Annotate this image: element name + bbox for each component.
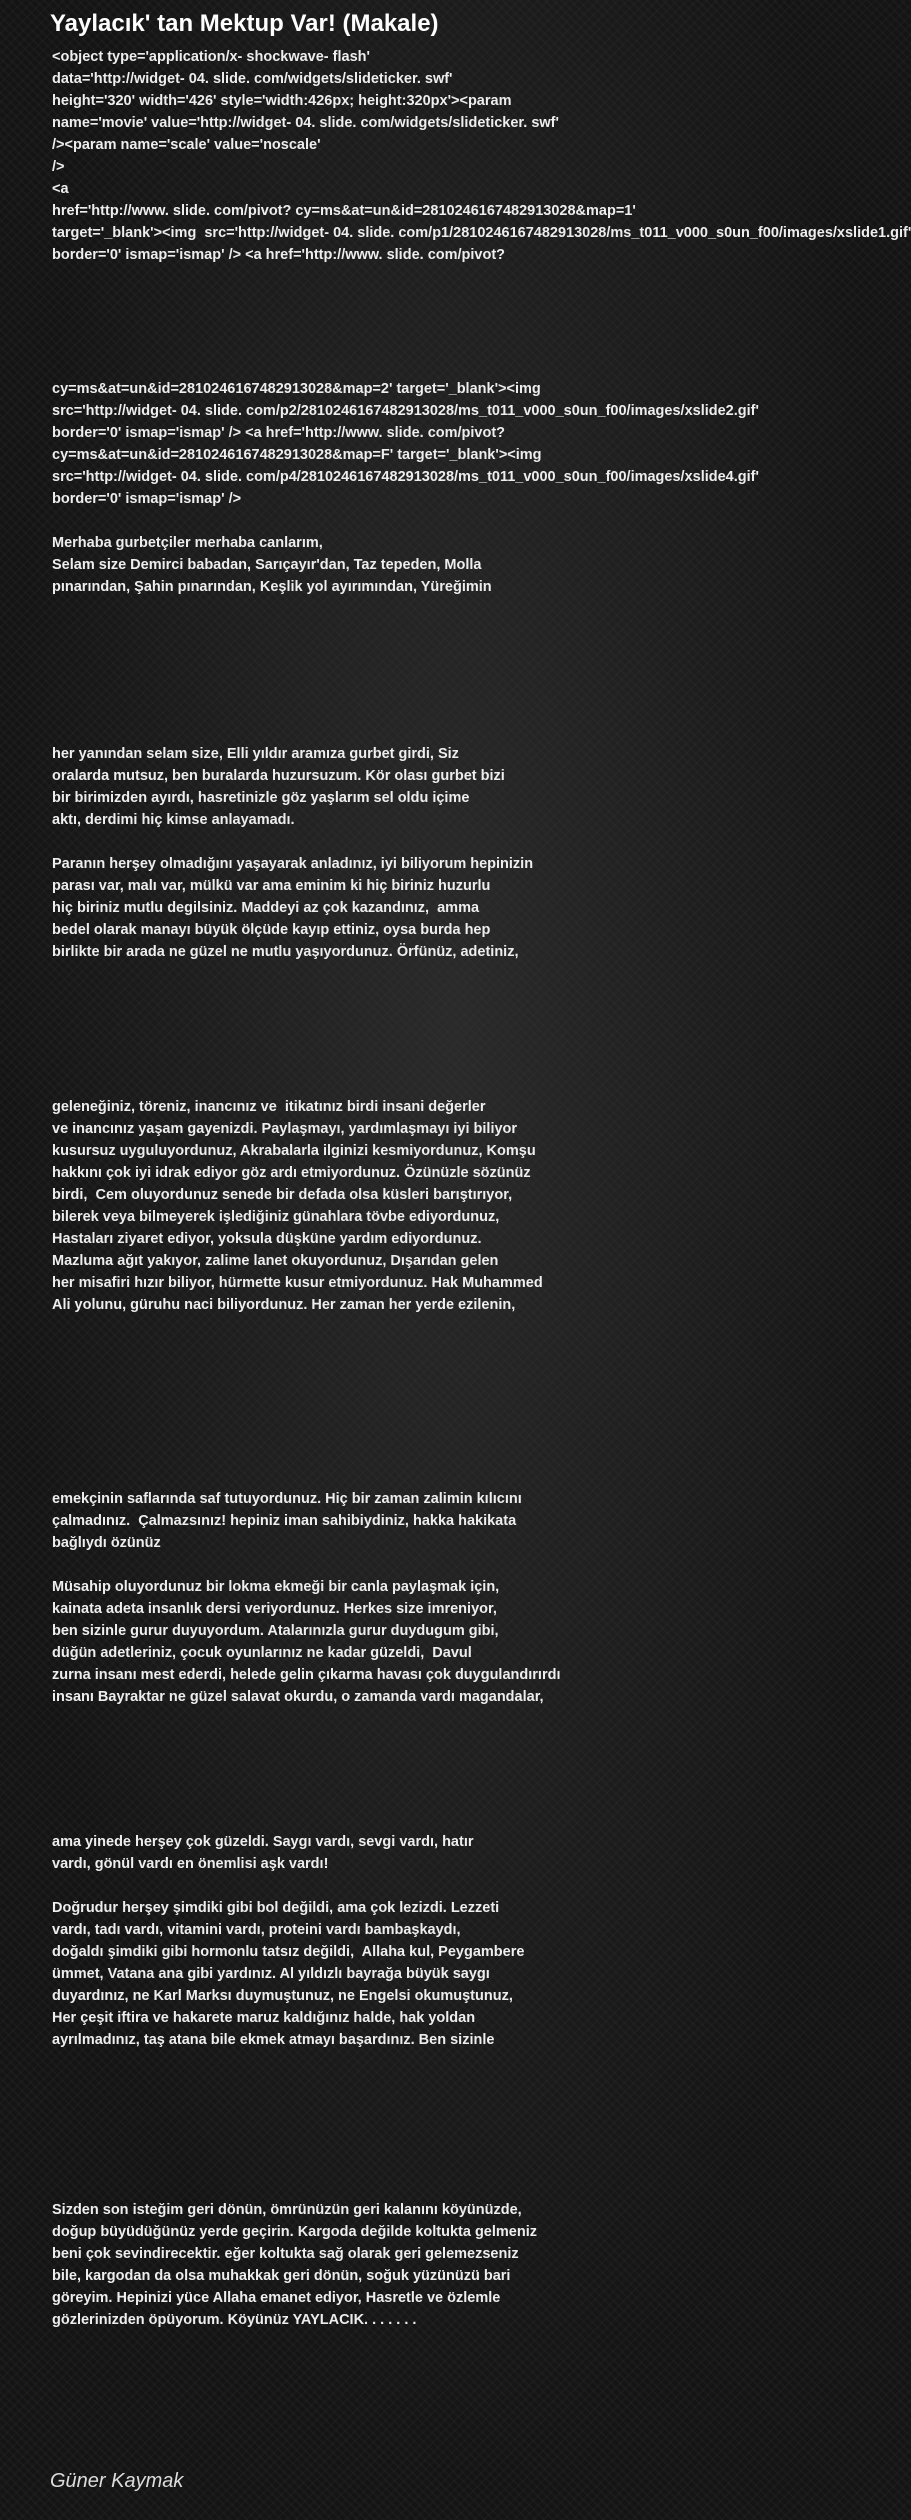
text-line: bir birimizden ayırdı, hasretinizle göz yaşlarım sel oldu içime	[52, 790, 470, 806]
text-line: beni çok sevindirecektir. eğer koltukta sağ olarak geri gelemezseniz	[52, 2246, 519, 2262]
text-line: göreyim. Hepinizi yüce Allaha emanet ediyor, Hasretle ve özlemle	[52, 2290, 501, 2306]
text-line: bedel olarak manayı büyük ölçüde kayıp ettiniz, oysa burda hep	[52, 922, 491, 938]
text-line	[52, 1875, 672, 1897]
text-line	[52, 831, 672, 853]
text-block	[52, 2199, 672, 2331]
text-line: her misafiri hızır biliyor, hürmette kusur etmiyordunuz. Hak Muhammed	[52, 1275, 543, 1291]
text-line: çalmadınız. Çalmazsınız! hepiniz iman sahibiydiniz, hakka hakikata	[52, 1513, 517, 1529]
text-line: border='0' ismap='ismap' />	[52, 491, 242, 507]
text-line: ayrılmadınız, taş atana bile ekmek atmayı başardınız. Ben sizinle	[52, 2032, 495, 2048]
text-line: Hastaları ziyaret ediyor, yoksula düşküne yardım ediyordunuz.	[52, 1231, 482, 1247]
text-line: Selam size Demirci babadan, Sarıçayır'dan, Taz tepeden, Molla	[52, 557, 482, 573]
text-line: ama yinede herşey çok güzeldi. Saygı vardı, sevgi vardı, hatır	[52, 1834, 474, 1850]
text-block	[52, 1096, 672, 1316]
text-line: birdi, Cem oluyordunuz senede bir defada olsa küsleri barıştırıyor,	[52, 1187, 513, 1203]
text-line: bile, kargodan da olsa muhakkak geri dönün, soğuk yüzünüzü bari	[52, 2268, 511, 2284]
text-line: hiç biriniz mutlu degilsiniz. Maddeyi az çok kazandınız, amma	[52, 900, 480, 916]
text-line: cy=ms&at=un&id=2810246167482913028&map=F' target='_blank'><img	[52, 447, 542, 463]
text-line: gözlerinizden öpüyorum. Köyünüz YAYLACIK. . . . . . .	[52, 2312, 417, 2328]
text-line: Sizden son isteğim geri dönün, ömrünüzün geri kalanını köyünüzde,	[52, 2202, 522, 2218]
text-line: birlikte bir arada ne güzel ne mutlu yaşıyordunuz. Örfünüz, adetiniz,	[52, 944, 519, 960]
text-line: vardı, gönül vardı en önemlisi aşk vardı!	[52, 1856, 329, 1872]
text-line: Ali yolunu, güruhu naci biliyordunuz. Her zaman her yerde ezilenin,	[52, 1297, 516, 1313]
text-line: doğaldı şimdiki gibi hormonlu tatsız değildi, Allaha kul, Peygambere	[52, 1944, 525, 1960]
text-line: pınarından, Şahin pınarından, Keşlik yol ayırımından, Yüreğimin	[52, 579, 492, 595]
page-title: Yaylacık' tan Mektup Var! (Makale)	[50, 10, 439, 37]
text-line: zurna insanı mest ederdi, helede gelin çıkarma havası çok duygulandırırdı	[52, 1667, 561, 1683]
text-line: border='0' ismap='ismap' /> <a href='http://www. slide. com/pivot?	[52, 425, 506, 441]
text-block	[52, 1831, 672, 2051]
text-block	[52, 1488, 672, 1708]
text-line: ve inancınız yaşam gayenizdi. Paylaşmayı, yardımlaşmayı iyi biliyor	[52, 1121, 518, 1137]
text-line: emekçinin saflarında saf tutuyordunuz. Hiç bir zaman zalimin kılıcını	[52, 1491, 522, 1507]
text-line: kainata adeta insanlık dersi veriyordunuz. Herkes size imreniyor,	[52, 1601, 497, 1617]
text-line: src='http://widget- 04. slide. com/p2/2810246167482913028/ms_t011_v000_s0un_f00/images/xslide2.gif'	[52, 403, 759, 419]
author-signature: Güner Kaymak	[50, 2470, 184, 2492]
text-line: duyardınız, ne Karl Marksı duymuştunuz, ne Engelsi okumuştunuz,	[52, 1988, 513, 2004]
text-line: oralarda mutsuz, ben buralarda huzursuzum. Kör olası gurbet bizi	[52, 768, 505, 784]
text-line: her yanından selam size, Elli yıldır aramıza gurbet girdi, Siz	[52, 746, 459, 762]
text-line: ümmet, Vatana ana gibi yardınız. Al yıldızlı bayrağa büyük saygı	[52, 1966, 490, 1982]
text-line: düğün adetleriniz, çocuk oyunlarınız ne kadar güzeldi, Davul	[52, 1645, 472, 1661]
text-line: ben sizinle gurur duyuyordum. Atalarınızla gurur duydugum gibi,	[52, 1623, 499, 1639]
text-line: geleneğiniz, töreniz, inancınız ve itikatınız birdi insani değerler	[52, 1099, 486, 1115]
text-line: src='http://widget- 04. slide. com/p4/2810246167482913028/ms_t011_v000_s0un_f00/images/xslide4.gif'	[52, 469, 759, 485]
text-line: target='_blank'><img src='http://widget- 04. slide. com/p1/2810246167482913028/ms_t011_v000_s0un_f00/images/xslide1.gif'	[52, 225, 911, 241]
text-line: name='movie' value='http://widget- 04. slide. com/widgets/slideticker. swf'	[52, 115, 559, 131]
text-line: bilerek veya bilmeyerek işlediğiniz günahlara tövbe ediyordunuz,	[52, 1209, 500, 1225]
text-block	[52, 743, 672, 963]
text-block	[52, 46, 911, 266]
text-line: Her çeşit iftira ve hakarete maruz kaldığınız halde, hak yoldan	[52, 2010, 476, 2026]
text-line: border='0' ismap='ismap' /> <a href='http://www. slide. com/pivot?	[52, 247, 506, 263]
text-line: bağlıydı özünüz	[52, 1535, 161, 1551]
text-line: Mazluma ağıt yakıyor, zalime lanet okuyordunuz, Dışarıdan gelen	[52, 1253, 499, 1269]
text-line: Doğrudur herşey şimdiki gibi bol değildi, ama çok lezizdi. Lezzeti	[52, 1900, 500, 1916]
text-line: Paranın herşey olmadığını yaşayarak anladınız, iyi biliyorum hepinizin	[52, 856, 534, 872]
text-line: />	[52, 159, 65, 175]
text-line: href='http://www. slide. com/pivot? cy=ms&at=un&id=2810246167482913028&map=1'	[52, 203, 636, 219]
text-line: <object type='application/x- shockwave- flash'	[52, 49, 370, 65]
text-line: Merhaba gurbetçiler merhaba canlarım,	[52, 535, 323, 551]
text-line: data='http://widget- 04. slide. com/widgets/slideticker. swf'	[52, 71, 453, 87]
text-line: cy=ms&at=un&id=2810246167482913028&map=2' target='_blank'><img	[52, 381, 541, 397]
text-line: hakkını çok iyi idrak ediyor göz ardı etmiyordunuz. Özünüzle sözünüz	[52, 1165, 531, 1181]
text-line	[52, 1554, 672, 1576]
text-line: /><param name='scale' value='noscale'	[52, 137, 321, 153]
text-line: kusursuz uyguluyordunuz, Akrabalarla ilginizi kesmiyordunuz, Komşu	[52, 1143, 536, 1159]
text-line: Müsahip oluyordunuz bir lokma ekmeği bir canla paylaşmak için,	[52, 1579, 500, 1595]
text-line	[52, 510, 672, 532]
text-line: insanı Bayraktar ne güzel salavat okurdu, o zamanda vardı magandalar,	[52, 1689, 544, 1705]
text-line: doğup büyüdüğünüz yerde geçirin. Kargoda değilde koltukta gelmeniz	[52, 2224, 537, 2240]
text-block	[52, 378, 759, 598]
text-line: height='320' width='426' style='width:426px; height:320px'><param	[52, 93, 512, 109]
text-line: <a	[52, 181, 69, 197]
text-line: aktı, derdimi hiç kimse anlayamadı.	[52, 812, 295, 828]
text-line: vardı, tadı vardı, vitamini vardı, proteini vardı bambaşkaydı,	[52, 1922, 461, 1938]
text-line: parası var, malı var, mülkü var ama eminim ki hiç biriniz huzurlu	[52, 878, 491, 894]
